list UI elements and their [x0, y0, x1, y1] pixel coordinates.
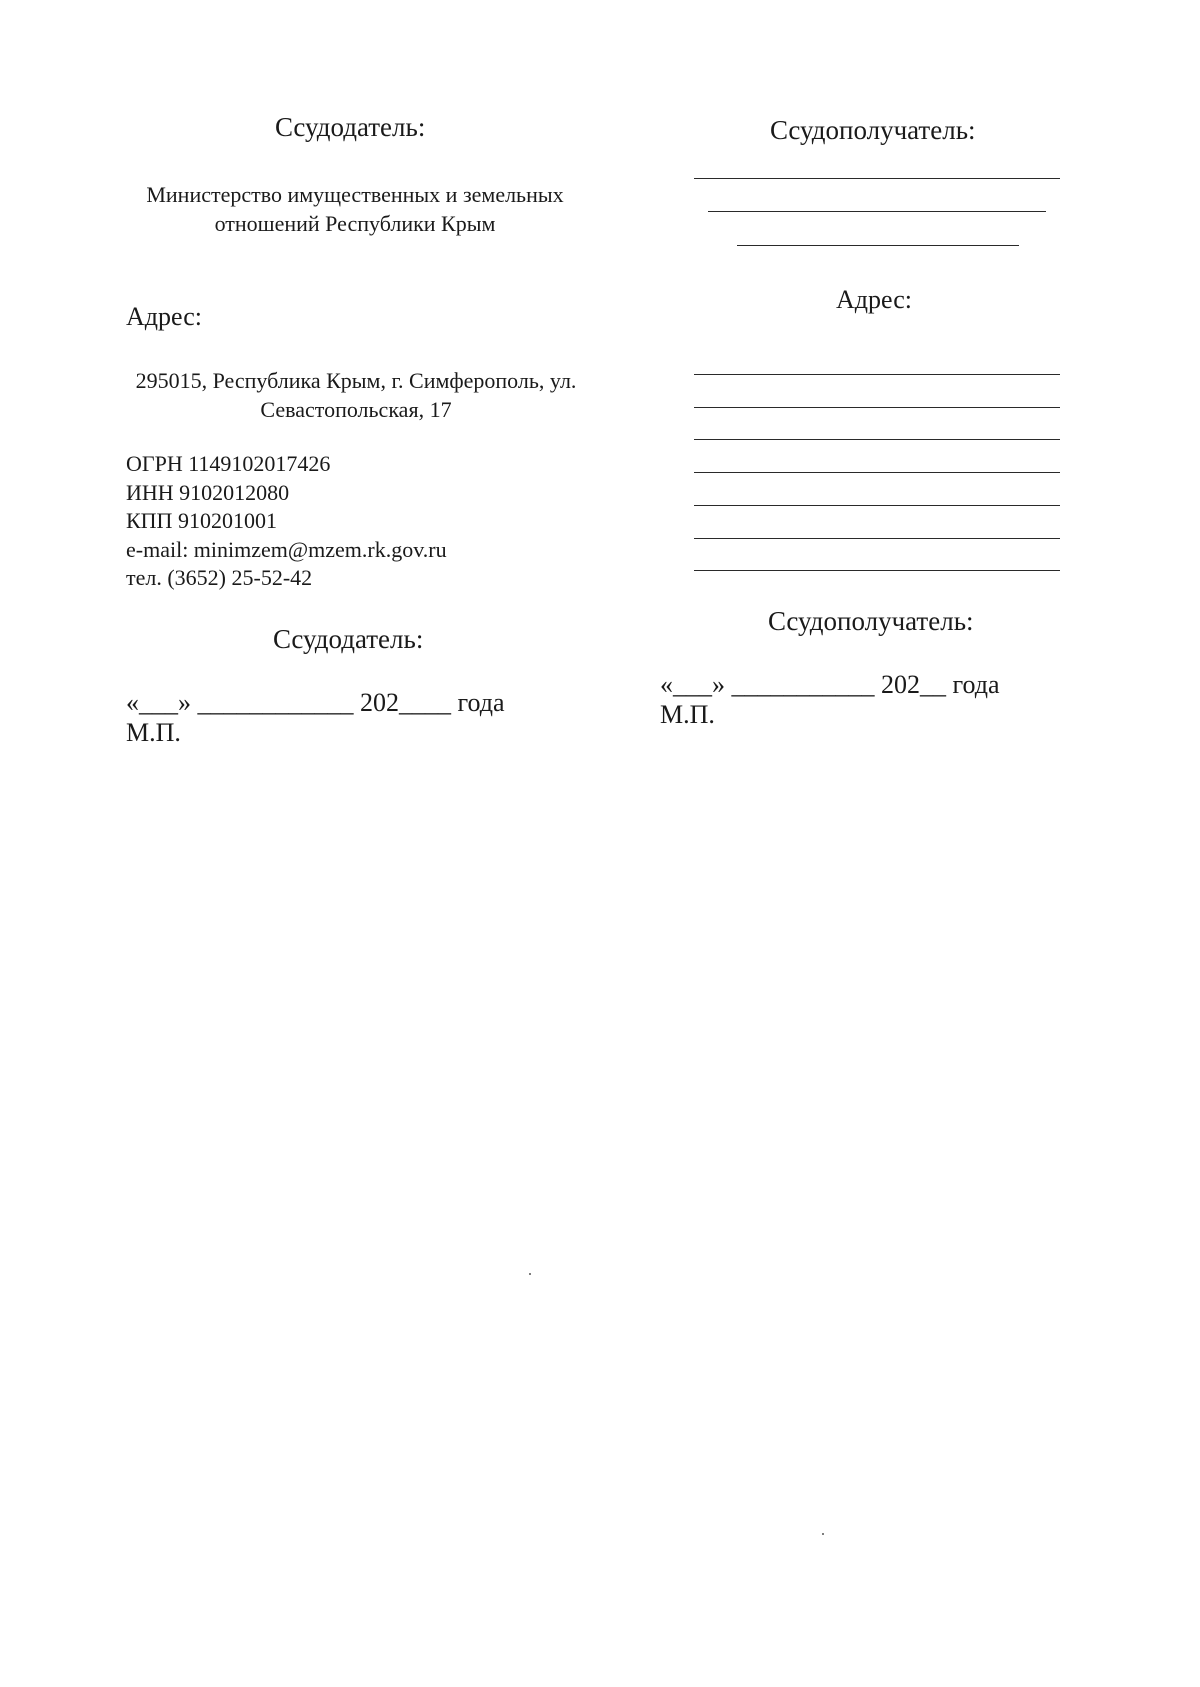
- scan-speck: [529, 1273, 531, 1275]
- lender-address: 295015, Республика Крым, г. Симферополь, ул. Севастопольская, 17: [135, 368, 577, 422]
- lender-heading: Ссудодатель:: [275, 112, 426, 142]
- lender-phone: тел. (3652) 25-52-42: [126, 565, 313, 590]
- lender-email: e-mail: minimzem@mzem.rk.gov.ru: [126, 536, 447, 562]
- lender-ogrn: ОГРН 1149102017426: [126, 451, 331, 476]
- borrower-stamp-mark: М.П.: [660, 700, 715, 729]
- lender-date-line: «___» ____________ 202____ года: [126, 688, 505, 717]
- lender-address-label: Адрес:: [126, 302, 202, 331]
- borrower-address-line: [694, 538, 1060, 539]
- borrower-name-line: [737, 245, 1019, 246]
- lender-inn: ИНН 9102012080: [126, 479, 290, 505]
- lender-kpp: КПП 910201001: [126, 508, 277, 533]
- borrower-name-line: [708, 211, 1046, 212]
- borrower-address-line: [694, 472, 1060, 473]
- lender-org-name: Министерство имущественных и земельных отношений Республики Крым: [146, 182, 564, 236]
- borrower-address-label: Адрес:: [836, 285, 912, 314]
- borrower-signature-heading: Ссудополучатель:: [768, 606, 974, 636]
- lender-signature-block: [126, 688, 505, 748]
- lender-signature-heading: Ссудодатель:: [273, 624, 424, 654]
- borrower-address-line: [694, 439, 1060, 440]
- borrower-name-line: [694, 178, 1060, 179]
- borrower-address-line: [694, 407, 1060, 408]
- lender-stamp-mark: М.П.: [126, 718, 181, 747]
- borrower-address-line: [694, 374, 1060, 375]
- borrower-heading: Ссудополучатель:: [770, 115, 976, 145]
- scan-speck: [822, 1533, 824, 1535]
- borrower-address-line: [694, 570, 1060, 571]
- lender-requisites: [126, 450, 447, 593]
- borrower-date-line: «___» ___________ 202__ года: [660, 670, 1000, 699]
- borrower-signature-block: [660, 670, 1000, 730]
- borrower-address-line: [694, 505, 1060, 506]
